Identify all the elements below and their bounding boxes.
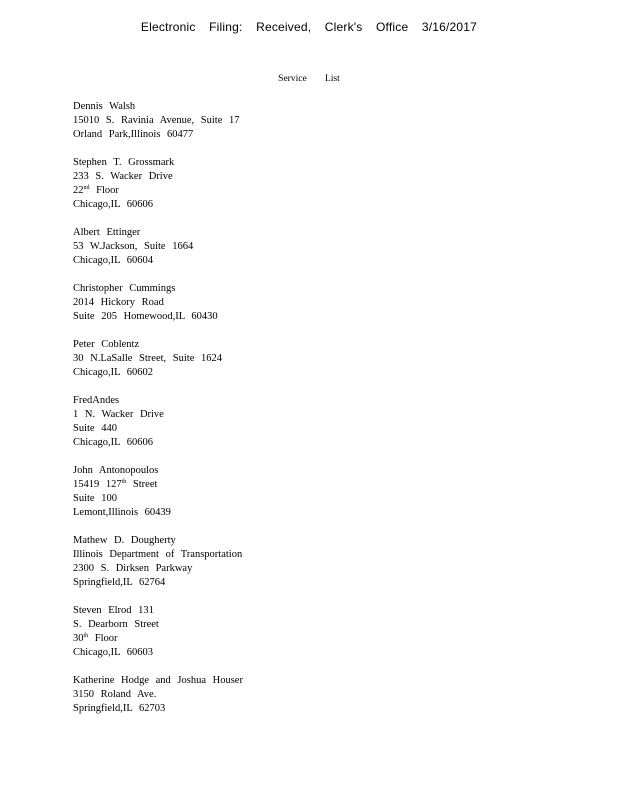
service-list-entry xyxy=(73,338,243,380)
service-list xyxy=(73,100,243,730)
recipient-name: Mathew D. Dougherty xyxy=(73,535,176,546)
address-line: 233 S. Wacker Drive xyxy=(73,171,173,182)
service-list-entry xyxy=(73,226,243,268)
recipient-name: FredAndes xyxy=(73,395,120,406)
address-line: Chicago,IL 60602 xyxy=(73,367,154,378)
service-list-entry xyxy=(73,674,243,716)
address-line: 30 N.LaSalle Street, Suite 1624 xyxy=(73,353,222,364)
service-list-entry xyxy=(73,156,243,212)
service-list-entry xyxy=(73,100,243,142)
service-list-entry xyxy=(73,282,243,324)
address-line: 2014 Hickory Road xyxy=(73,297,164,308)
address-line: 2300 S. Dirksen Parkway xyxy=(73,563,193,574)
address-line: Chicago,IL 60603 xyxy=(73,647,154,658)
address-line: Suite 205 Homewood,IL 60430 xyxy=(73,311,218,322)
address-line: 22nd Floor xyxy=(73,185,119,196)
recipient-name: Dennis Walsh xyxy=(73,101,136,112)
address-line: Lemont,Illinois 60439 xyxy=(73,507,171,518)
address-line: 15419 127th Street xyxy=(73,479,158,490)
service-list-entry xyxy=(73,464,243,520)
recipient-name: Christopher Cummings xyxy=(73,283,176,294)
recipient-name: Albert Ettinger xyxy=(73,227,141,238)
address-line: 15010 S. Ravinia Avenue, Suite 17 xyxy=(73,115,240,126)
address-line: Suite 440 xyxy=(73,423,117,434)
address-line: Springfield,IL 62764 xyxy=(73,577,166,588)
address-line: Chicago,IL 60604 xyxy=(73,255,154,266)
address-line: S. Dearborn Street xyxy=(73,619,159,630)
recipient-name: Steven Elrod 131 xyxy=(73,605,154,616)
filing-stamp-header: Electronic Filing: Received, Clerk's Office 3/16/2017 xyxy=(140,20,478,34)
recipient-name: Peter Coblentz xyxy=(73,339,140,350)
recipient-name: Katherine Hodge and Joshua Houser xyxy=(73,675,243,686)
recipient-name: Stephen T. Grossmark xyxy=(73,157,175,168)
address-line: 30th Floor xyxy=(73,633,118,644)
address-line: 53 W.Jackson, Suite 1664 xyxy=(73,241,194,252)
service-list-title: Service List xyxy=(278,74,340,84)
service-list-entry xyxy=(73,604,243,660)
service-list-entry xyxy=(73,394,243,450)
address-line: Suite 100 xyxy=(73,493,117,504)
address-line: Chicago,IL 60606 xyxy=(73,437,154,448)
address-line: 1 N. Wacker Drive xyxy=(73,409,164,420)
service-list-entry xyxy=(73,534,243,590)
recipient-name: John Antonopoulos xyxy=(73,465,159,476)
address-line: Orland Park,Illinois 60477 xyxy=(73,129,194,140)
address-line: 3150 Roland Ave. xyxy=(73,689,157,700)
address-line: Springfield,IL 62703 xyxy=(73,703,166,714)
address-line: Chicago,IL 60606 xyxy=(73,199,154,210)
address-line: Illinois Department of Transportation xyxy=(73,549,243,560)
